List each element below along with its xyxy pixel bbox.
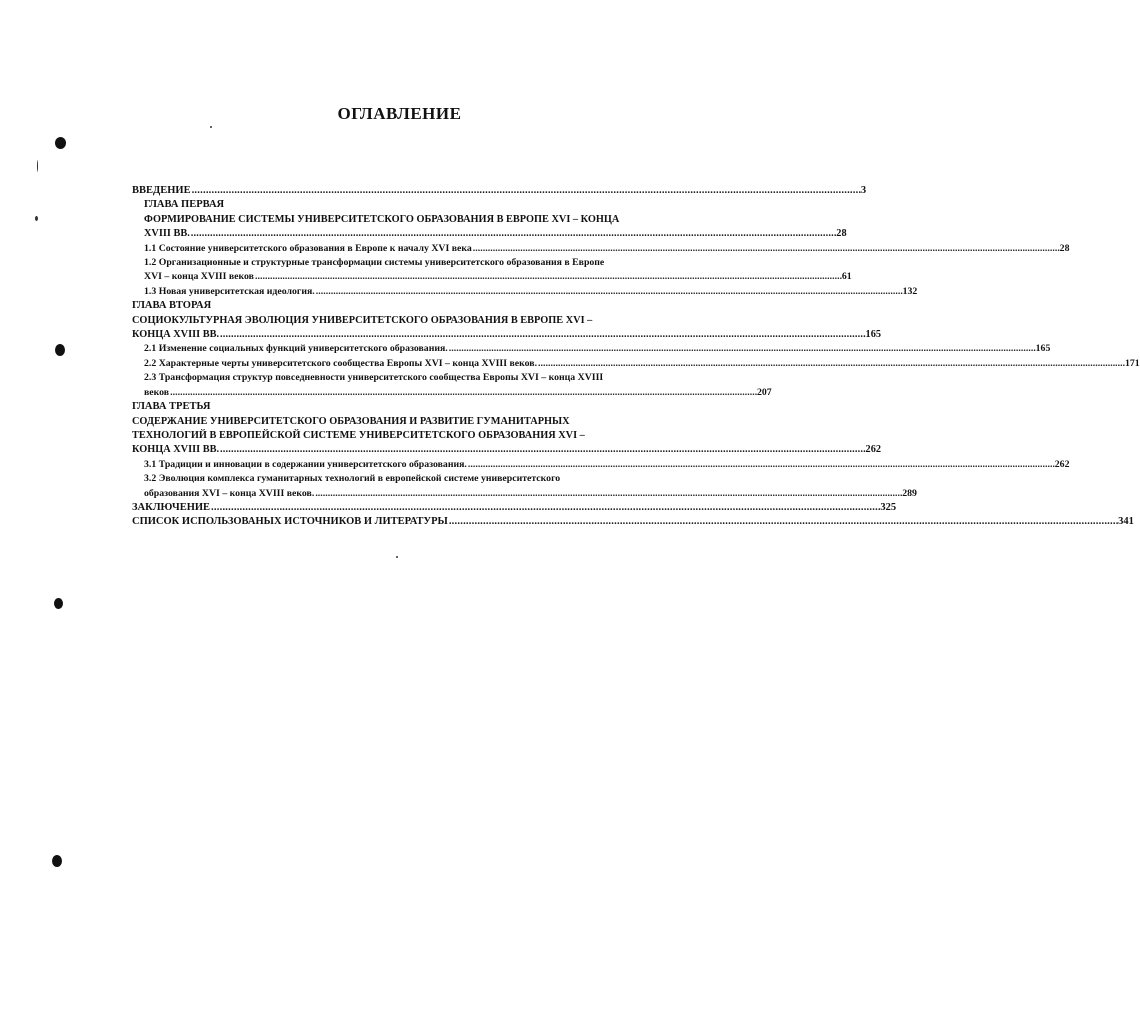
- toc-entry-chapter-3[interactable]: КОНЦА XVIII ВВ. . . . 262: [132, 443, 737, 457]
- scan-speck: [396, 556, 398, 558]
- toc-entry-2-1[interactable]: 2.1 Изменение социальных функций университетского образования. . . . 165: [132, 342, 737, 356]
- toc-entry-1-2[interactable]: XVI – конца XVIII веков . . . 61: [132, 270, 737, 284]
- toc-entry-1-2-line1[interactable]: 1.2 Организационные и структурные трансформации системы университетского образования в Европе: [144, 257, 605, 269]
- toc-entry-1-3[interactable]: 1.3 Новая университетская идеология. . . . 132: [132, 285, 737, 299]
- chapter-2-title[interactable]: СОЦИОКУЛЬТУРНАЯ ЭВОЛЮЦИЯ УНИВЕРСИТЕТСКОГО ОБРАЗОВАНИЯ В ЕВРОПЕ XVI –: [132, 314, 593, 326]
- toc-entry-chapter-1[interactable]: XVIII ВВ. . . . 28: [132, 227, 737, 241]
- scan-speck: [37, 160, 38, 172]
- chapter-3-title-line2[interactable]: ТЕХНОЛОГИЙ В ЕВРОПЕЙСКОЙ СИСТЕМЕ УНИВЕРСИТЕТСКОГО ОБРАЗОВАНИЯ XVI –: [132, 429, 585, 441]
- chapter-1-title[interactable]: ФОРМИРОВАНИЕ СИСТЕМЫ УНИВЕРСИТЕТСКОГО ОБРАЗОВАНИЯ В ЕВРОПЕ XVI – КОНЦА: [144, 213, 620, 225]
- scan-speck: [35, 216, 38, 221]
- punch-hole-mark: [52, 855, 62, 867]
- toc-entry-2-3[interactable]: веков . . . 207: [132, 386, 737, 400]
- punch-hole-mark: [55, 344, 65, 356]
- chapter-2-heading: ГЛАВА ВТОРАЯ: [132, 300, 212, 312]
- punch-hole-mark: [54, 598, 63, 609]
- punch-hole-mark: [55, 137, 66, 149]
- table-of-contents: [132, 184, 1140, 530]
- toc-entry-3-1[interactable]: 3.1 Традиции и инновации в содержании университетского образования. . . . 262: [132, 458, 737, 472]
- toc-entry-sources[interactable]: СПИСОК ИСПОЛЬЗОВАНЫХ ИСТОЧНИКОВ И ЛИТЕРАТУРЫ . . . 341: [132, 515, 737, 529]
- page-title: ОГЛАВЛЕНИЕ: [337, 104, 462, 123]
- toc-entry-1-1[interactable]: 1.1 Состояние университетского образования в Европе к началу XVI века . . . 28: [132, 242, 737, 256]
- toc-entry-3-2[interactable]: образования XVI – конца XVIII веков. . . . 289: [132, 487, 737, 501]
- toc-entry-3-2-line1[interactable]: 3.2 Эволюция комплекса гуманитарных технологий в европейской системе университетского: [144, 473, 561, 485]
- toc-entry-intro[interactable]: ВВЕДЕНИЕ . . . 3: [132, 184, 737, 198]
- toc-entry-2-2[interactable]: 2.2 Характерные черты университетского сообщества Европы XVI – конца XVIII веков. . . . 171: [132, 357, 737, 371]
- toc-entry-conclusion[interactable]: ЗАКЛЮЧЕНИЕ . . . 325: [132, 501, 737, 515]
- toc-entry-chapter-2[interactable]: КОНЦА XVIII ВВ. . . . 165: [132, 328, 737, 342]
- chapter-3-heading: ГЛАВА ТРЕТЬЯ: [132, 401, 211, 413]
- toc-entry-2-3-line1[interactable]: 2.3 Трансформация структур повседневности университетского сообщества Европы XVI – конца XVIII: [144, 372, 604, 384]
- chapter-1-heading: ГЛАВА ПЕРВАЯ: [144, 199, 225, 211]
- scan-speck: [210, 126, 212, 128]
- chapter-3-title-line1[interactable]: СОДЕРЖАНИЕ УНИВЕРСИТЕТСКОГО ОБРАЗОВАНИЯ И РАЗВИТИЕ ГУМАНИТАРНЫХ: [132, 415, 570, 427]
